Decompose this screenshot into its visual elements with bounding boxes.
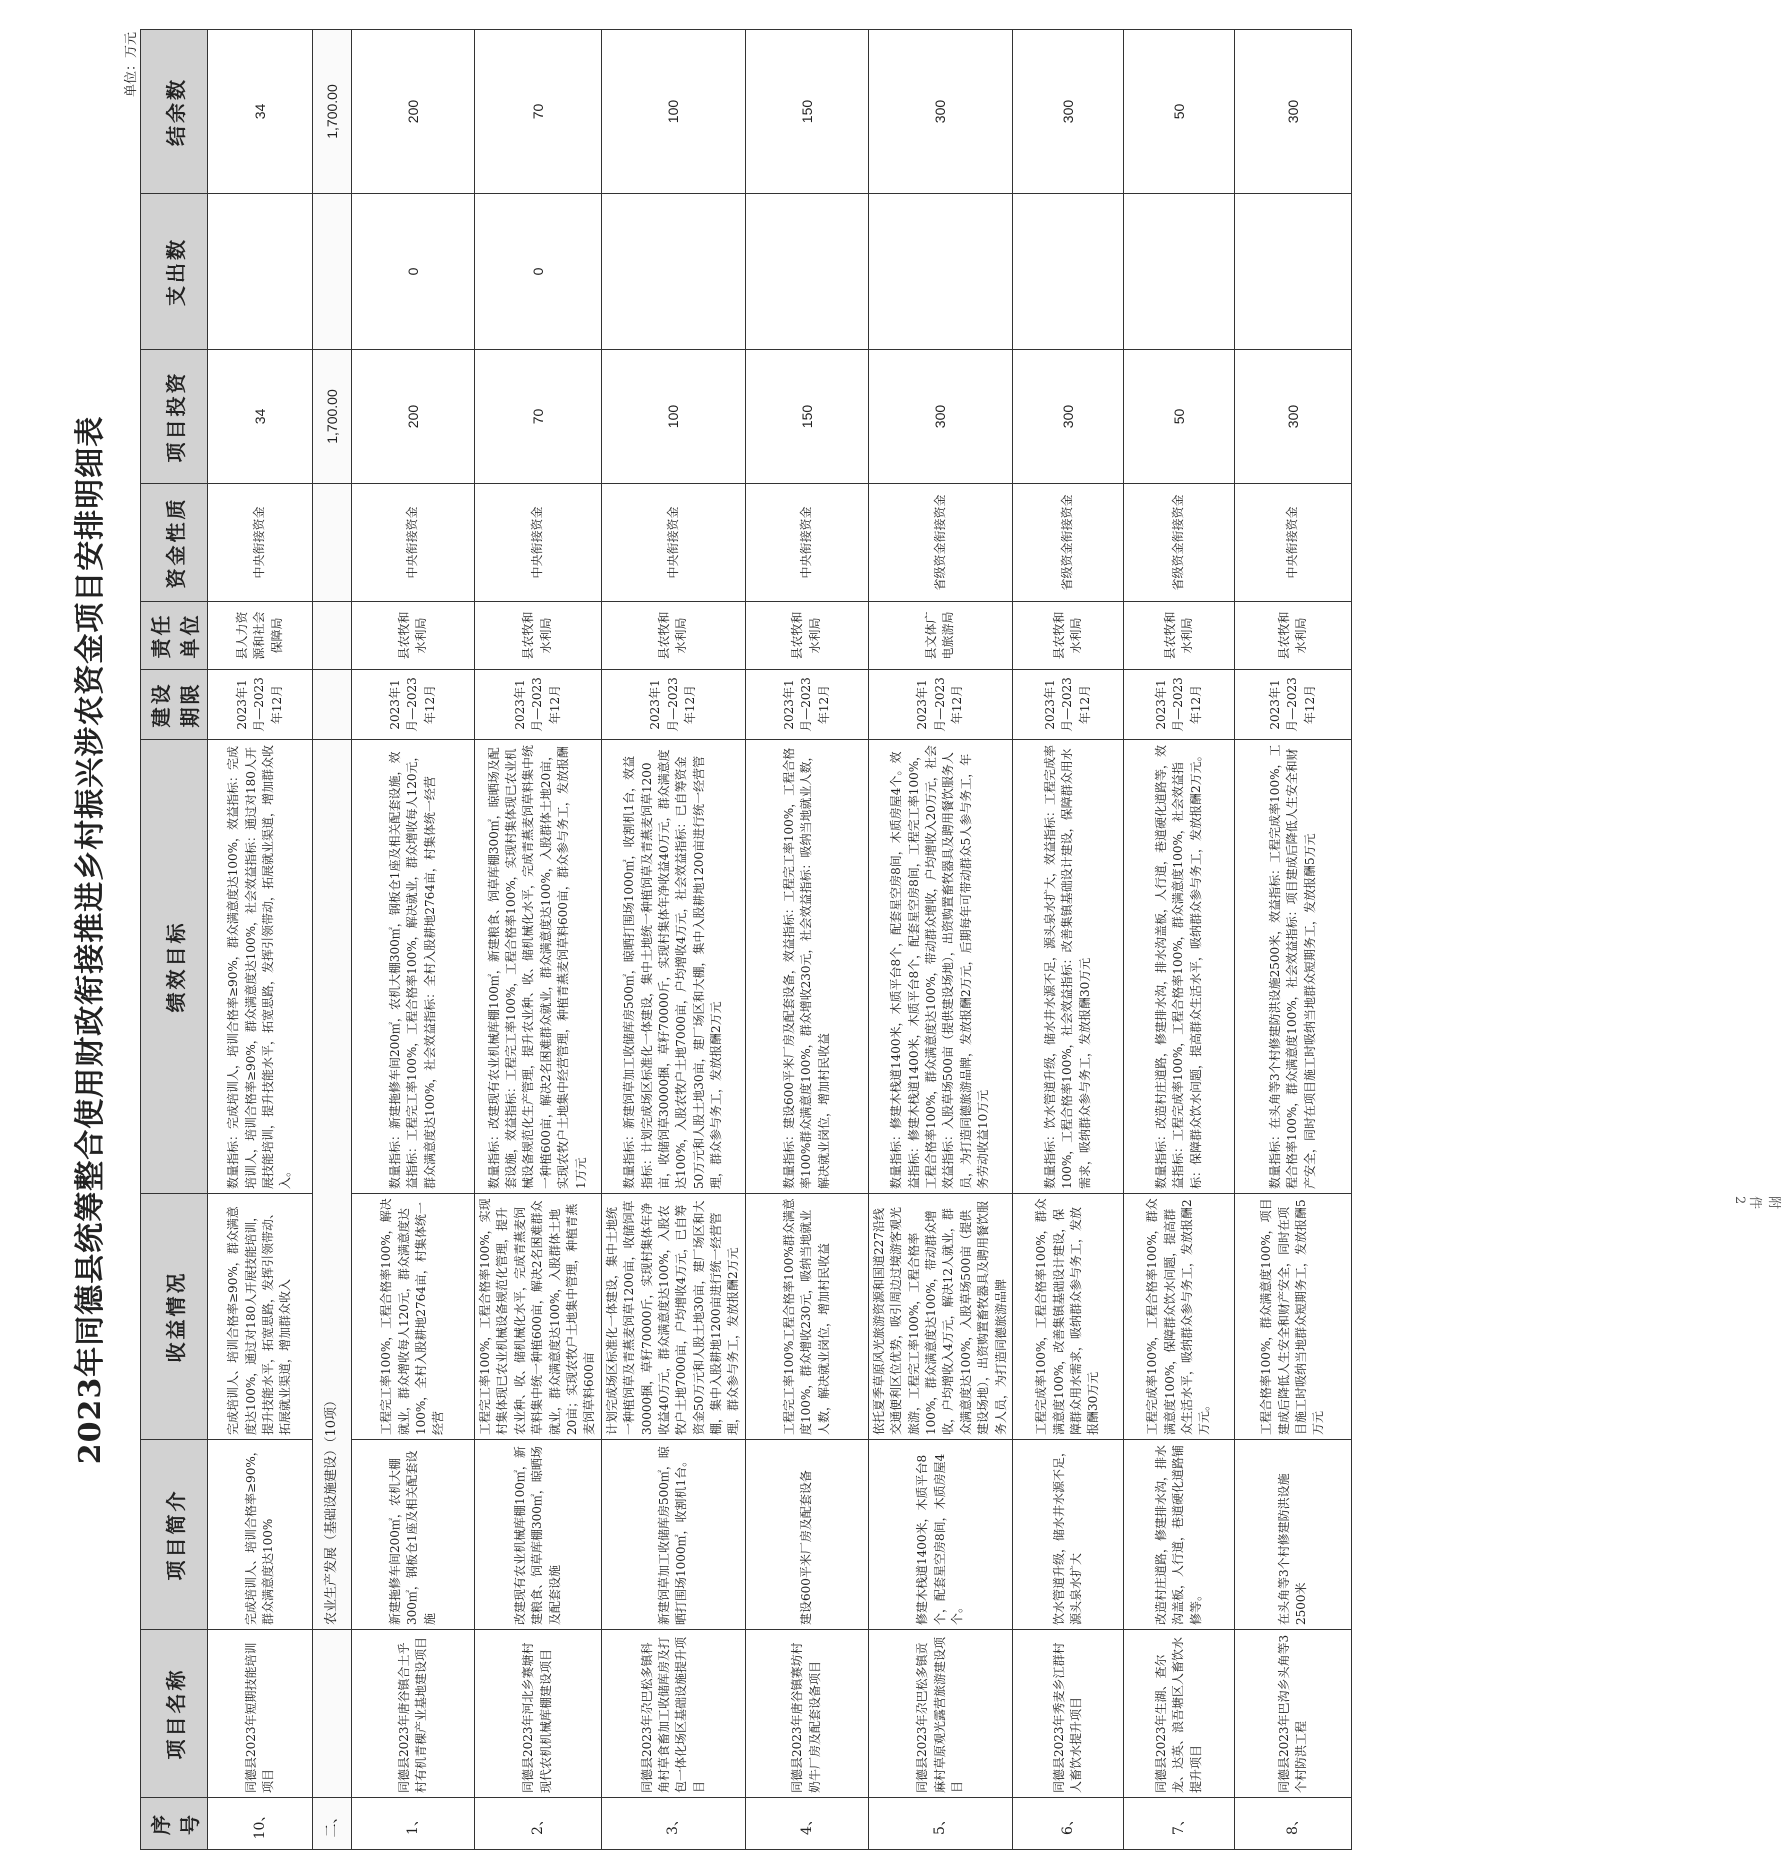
table-row bbox=[745, 30, 868, 1850]
row-spent bbox=[745, 194, 868, 350]
section-name bbox=[313, 1630, 352, 1798]
row-balance: 70 bbox=[475, 30, 602, 194]
table-row bbox=[1012, 30, 1123, 1850]
row-no: 2、 bbox=[475, 1798, 602, 1850]
table-row bbox=[475, 30, 602, 1850]
row-unit: 县农牧和水利局 bbox=[1234, 602, 1351, 670]
row-intro: 在头角等3个村修建防洪设施2500米 bbox=[1234, 1440, 1351, 1630]
row-target: 数量指标：新建饲草加工收储库房500㎡，晾晒打围场1000㎡，收割机1台，效益指标：计划完成场区标准化一体建设，集中土地统一种植饲草及青燕麦饲草1200亩，收储饲草30000捆，草籽70000斤，实现村集体年净收益40万元，群众满意度达100%，入股农牧户土地7000亩，户均增收4万元，社会效益指标：已自筹资金50万元和人股土地30亩，建厂场区和大棚，集中入股耕地1200亩进行统一经营管理，群众参与务工，发放报酬2万元 bbox=[601, 740, 745, 1194]
header-balance: 结余数 bbox=[141, 30, 208, 194]
section-label: 农业生产发展（基础设施建设）（10项） bbox=[313, 740, 352, 1630]
table-row bbox=[352, 30, 475, 1850]
row-fund: 中央衔接资金 bbox=[475, 484, 602, 602]
section-empty-unit bbox=[313, 602, 352, 670]
project-rows bbox=[352, 30, 1352, 1850]
unit-label: 单位：万元 bbox=[124, 32, 139, 98]
row-name: 同德县2023年秀麦乡江群村人畜饮水提升项目 bbox=[1012, 1630, 1123, 1798]
row-no: 6、 bbox=[1012, 1798, 1123, 1850]
rotated-document bbox=[56, 30, 1326, 1850]
row-target: 数量指标：改建现有农业机械库棚100㎡，新建粮食、饲草库棚300㎡，晾晒场及配套设施，效益指标：工程完工率100%，工程合格率100%，实现村集体现已农业机械设备规范化生产管理，提升农业种、收、储机械化水平，完成青燕麦饲草料集中统一种植600亩，解决2名困难群众就业，群众满意度达100%，入股群体土地20亩，实现农牧户土地集中经营管理，种植青燕麦饲草料600亩，群众参与务工，发放报酬1万元 bbox=[475, 740, 602, 1194]
header-name: 项目名称 bbox=[141, 1630, 208, 1798]
row-target: 数量指标：新建拖修车间200㎡，农机大棚300㎡，钢板仓1座及相关配套设施，效益指标：工程完工率100%，工程合格率100%，解决就业，群众增收每人120元，群众满意度达100%，社会效益指标：全村入股耕地2764亩，村集体统一经营 bbox=[352, 740, 475, 1194]
row-balance: 300 bbox=[1012, 30, 1123, 194]
row-benefit: 工程完工率100%，工程合格率100%，解决就业，群众增收每人120元，群众满意度达100%，全村入股耕地2764亩，村集体统一经营 bbox=[352, 1194, 475, 1440]
row-period: 2023年1月—2023年12月 bbox=[868, 670, 1012, 740]
row-no: 10、 bbox=[208, 1798, 313, 1850]
header-benefit: 收益情况 bbox=[141, 1194, 208, 1440]
row-target: 数量指标：修建木栈道1400米，木质平台8个，配套星空房8间，木质房屋4个。效益指标：修建木栈道1400米，木质平台8个，配套星空房8间，工程完工率100%，工程合格率100%，群众满意度达100%，带动群众增收，户均增收入20万元，社会效益指标：入股草场500亩（提供建设场地），出资购置畜牧器具及聘用餐饮服务人员，为打造同德旅游品牌，发放报酬2万元，后期每年可带动群众5人参与务工，年务劳动收益10万元 bbox=[868, 740, 1012, 1194]
row-balance: 200 bbox=[352, 30, 475, 194]
header-period: 建设期限 bbox=[141, 670, 208, 740]
row-target: 数量指标：建设600平米厂房及配套设备，效益指标：工程完工率100%，工程合格率100%群众满意度100%，群众增收230元，社会效益指标：吸纳当地就业人数，解决就业岗位，增加村民收益 bbox=[745, 740, 868, 1194]
row-benefit: 工程完工率100%工程合格率100%群众满意度100%，群众增收230元，吸纳当地就业人数，解决就业岗位，增加村民收益 bbox=[745, 1194, 868, 1440]
row-fund: 省级资金衔接资金 bbox=[1123, 484, 1234, 602]
table-row bbox=[1234, 30, 1351, 1850]
row-fund: 中央衔接资金 bbox=[601, 484, 745, 602]
row-spent bbox=[208, 194, 313, 350]
row-intro: 新建拖修车间200㎡，农机大棚300㎡，钢板仓1座及相关配套设施 bbox=[352, 1440, 475, 1630]
row-benefit: 完成培训人、培训合格率≥90%，群众满意度达100%，通过对180人开展技能培训，提升技能水平，拓宽思路，发挥引领带动、拓展就业渠道，增加群众收入 bbox=[208, 1194, 313, 1440]
row-spent bbox=[1012, 194, 1123, 350]
row-name: 同德县2023年尕巴松多镇贡麻村草原观光露营旅游建设项目 bbox=[868, 1630, 1012, 1798]
header-no: 序号 bbox=[141, 1798, 208, 1850]
row-no: 3、 bbox=[601, 1798, 745, 1850]
row-balance: 300 bbox=[1234, 30, 1351, 194]
row-spent bbox=[601, 194, 745, 350]
row-spent: 0 bbox=[475, 194, 602, 350]
row-spent bbox=[1234, 194, 1351, 350]
row-balance: 300 bbox=[868, 30, 1012, 194]
row-invest: 34 bbox=[208, 350, 313, 484]
row-intro: 建设600平米厂房及配套设备 bbox=[745, 1440, 868, 1630]
row-invest: 200 bbox=[352, 350, 475, 484]
header-intro: 项目简介 bbox=[141, 1440, 208, 1630]
row-target: 数量指标：改造村庄道路，修建排水沟，排水沟盖板，人行道，巷道硬化道路等，效益指标：工程完成率100%，工程合格率100%，群众满意度100%，社会效益指标：保障群众饮水问题，提高群众生活水平，吸纳群众参与务工，发放报酬2万元。 bbox=[1123, 740, 1234, 1194]
row-name: 同德县2023年短期技能培训项目 bbox=[208, 1630, 313, 1798]
row-unit: 县文体广电旅游局 bbox=[868, 602, 1012, 670]
attachment-label: 附件2 bbox=[1732, 1196, 1781, 1210]
row-invest: 50 bbox=[1123, 350, 1234, 484]
row-intro: 修建木栈道1400米，木质平台8个，配套星空房8间，木质房屋4个。 bbox=[868, 1440, 1012, 1630]
row-benefit: 工程完成率100%，工程合格率100%，群众满意度100%，保障群众饮水问题，提高群众生活水平，吸纳群众参与务工，发放报酬2万元。 bbox=[1123, 1194, 1234, 1440]
section-no: 二、 bbox=[313, 1798, 352, 1850]
row-invest: 70 bbox=[475, 350, 602, 484]
header-invest: 项目投资 bbox=[141, 350, 208, 484]
row-invest: 300 bbox=[1012, 350, 1123, 484]
table-row bbox=[208, 30, 313, 1850]
row-unit: 县农牧和水利局 bbox=[352, 602, 475, 670]
row-intro: 改建现有农业机械库棚100㎡，新建粮食、饲草库棚300㎡，晾晒场及配套设施 bbox=[475, 1440, 602, 1630]
row-balance: 50 bbox=[1123, 30, 1234, 194]
row-no: 8、 bbox=[1234, 1798, 1351, 1850]
row-target: 数量指标：完成培训人，培训合格率≥90%，群众满意度达100%，效益指标：完成培训人，培训合格率≥90%，群众满意度达100%，社会效益指标：通过对180人开展技能培训，提升技能水平，拓宽思路，发挥引领带动，拓展就业渠道，增加群众收入。 bbox=[208, 740, 313, 1194]
row-target: 数量指标：饮水管道升级，储水井水源不足，源头泉水扩大，效益指标：工程完成率100%，工程合格率100%，社会效益指标：改善集镇基础设计建设，保障群众用水需求，吸纳群众参与务工，发放报酬30万元 bbox=[1012, 740, 1123, 1194]
header-spent: 支出数 bbox=[141, 194, 208, 350]
row-target: 数量指标：在头角等3个村修建防洪设施2500米，效益指标：工程完成率100%，工程合格率100%，群众满意度100%，社会效益指标：项目建成后降低人生安全和财产安全，同时在项目施工时吸纳当地群众短期务工，发放报酬5万元 bbox=[1234, 740, 1351, 1194]
row-spent: 0 bbox=[352, 194, 475, 350]
header-target: 绩效目标 bbox=[141, 740, 208, 1194]
section-empty-period bbox=[313, 670, 352, 740]
row-unit: 县农牧和水利局 bbox=[745, 602, 868, 670]
row-spent bbox=[1123, 194, 1234, 350]
table-row bbox=[601, 30, 745, 1850]
row-invest: 300 bbox=[868, 350, 1012, 484]
table-row bbox=[1123, 30, 1234, 1850]
row-fund: 省级资金衔接资金 bbox=[868, 484, 1012, 602]
row-period: 2023年1月—2023年12月 bbox=[1123, 670, 1234, 740]
row-invest: 100 bbox=[601, 350, 745, 484]
row-name: 同德县2023年巴沟乡头角等3个村防洪工程 bbox=[1234, 1630, 1351, 1798]
row-intro: 饮水管道升级，储水井水源不足，源头泉水扩大 bbox=[1012, 1440, 1123, 1630]
project-table bbox=[140, 29, 1352, 1850]
row-name: 同德县2023年唐谷镇合土乎村有机青稞产业基地建设项目 bbox=[352, 1630, 475, 1798]
section-invest: 1,700.00 bbox=[313, 350, 352, 484]
row-benefit: 工程合格率100%，群众满意度100%，项目建成后降低人生安全和财产安全，同时在项目施工时吸纳当地群众短期务工，发放报酬5万元 bbox=[1234, 1194, 1351, 1440]
header-row bbox=[141, 30, 208, 1850]
row-fund: 省级资金衔接资金 bbox=[1012, 484, 1123, 602]
header-unit: 责任单位 bbox=[141, 602, 208, 670]
row-unit: 县人力资源和社会保障局 bbox=[208, 602, 313, 670]
row-balance: 100 bbox=[601, 30, 745, 194]
row-benefit: 工程完成率100%，工程合格率100%，群众满意度100%，改善集镇基础设计建设，保障群众用水需求，吸纳群众参与务工，发放报酬30万元 bbox=[1012, 1194, 1123, 1440]
row-no: 7、 bbox=[1123, 1798, 1234, 1850]
row-period: 2023年1月—2023年12月 bbox=[1012, 670, 1123, 740]
row-invest: 300 bbox=[1234, 350, 1351, 484]
row-balance: 150 bbox=[745, 30, 868, 194]
section-balance: 1,700.00 bbox=[313, 30, 352, 194]
row-fund: 中央衔接资金 bbox=[745, 484, 868, 602]
row-intro: 改造村庄道路，修建排水沟，排水沟盖板，人行道，巷道硬化道路铺修等。 bbox=[1123, 1440, 1234, 1630]
row-invest: 150 bbox=[745, 350, 868, 484]
section-empty-fund bbox=[313, 484, 352, 602]
row-no: 1、 bbox=[352, 1798, 475, 1850]
table-row bbox=[868, 30, 1012, 1850]
row-name: 同德县2023年河北乡赛塘村现代农机机械库棚建设项目 bbox=[475, 1630, 602, 1798]
row-unit: 县农牧和水利局 bbox=[475, 602, 602, 670]
row-period: 2023年1月—2023年12月 bbox=[352, 670, 475, 740]
section-row bbox=[313, 30, 352, 1850]
row-intro: 完成培训人、培训合格率≥90%，群众满意度达100% bbox=[208, 1440, 313, 1630]
row-no: 4、 bbox=[745, 1798, 868, 1850]
row-period: 2023年1月—2023年12月 bbox=[1234, 670, 1351, 740]
header-fund: 资金性质 bbox=[141, 484, 208, 602]
row-name: 同德县2023年尕巴松多镇科角村草食畜加工收储库房及打包一体化场区基础设施提升项目 bbox=[601, 1630, 745, 1798]
row-unit: 县农牧和水利局 bbox=[601, 602, 745, 670]
row-spent bbox=[868, 194, 1012, 350]
section-empty-spent bbox=[313, 194, 352, 350]
document-title: 2023年同德县统筹整合使用财政衔接推进乡村振兴涉农资金项目安排明细表 bbox=[73, 415, 108, 1465]
row-benefit: 依托夏季草原风光旅游资源和国道227沿线交通便利区位优势，吸引周边过境游客观光旅游，工程完工率100%，工程合格率100%，群众满意度达100%，带动群众增收，户均增收入4万元，解决12人就业，群众满意度达100%，入股草场500亩（提供建设场地），出资购置畜牧器具及聘用餐饮服务人员，为打造同德旅游品牌 bbox=[868, 1194, 1012, 1440]
row-unit: 县农牧和水利局 bbox=[1123, 602, 1234, 670]
row-balance: 34 bbox=[208, 30, 313, 194]
row-benefit: 计划完成场区标准化一体建设，集中土地统一种植饲草及青燕麦饲草1200亩，收储饲草30000捆，草籽70000斤，实现村集体年净收益40万元，群众满意度达100%，入股农牧户土地7000亩，户均增收4万元，已自筹资金50万元和人股土地30亩，建厂场区和大棚，集中入股耕地1200亩进行统一经营管理，群众参与务工，发放报酬2万元 bbox=[601, 1194, 745, 1440]
row-period: 2023年1月—2023年12月 bbox=[745, 670, 868, 740]
row-period: 2023年1月—2023年12月 bbox=[208, 670, 313, 740]
row-fund: 中央衔接资金 bbox=[1234, 484, 1351, 602]
row-period: 2023年1月—2023年12月 bbox=[475, 670, 602, 740]
row-name: 同德县2023年生湖、查尔龙、达英、浪吾塘区人畜饮水提升项目 bbox=[1123, 1630, 1234, 1798]
row-intro: 新建饲草加工收储库房500㎡，晾晒打围场1000㎡，收割机1台。 bbox=[601, 1440, 745, 1630]
row-period: 2023年1月—2023年12月 bbox=[601, 670, 745, 740]
row-no: 5、 bbox=[868, 1798, 1012, 1850]
row-fund: 中央衔接资金 bbox=[352, 484, 475, 602]
row-name: 同德县2023年唐谷镇赛坊村奶牛厂房及配套设备项目 bbox=[745, 1630, 868, 1798]
row-unit: 县农牧和水利局 bbox=[1012, 602, 1123, 670]
row-benefit: 工程完工率100%，工程合格率100%，实现村集体现已农业机械设备规范化管理，提升农业种、收、储机械化水平，完成青燕麦饲草料集中统一种植600亩，解决2名困难群众就业，群众满意度达100%，入股群体土地20亩；实现农牧户土地集中管理，种植青燕麦饲草料600亩 bbox=[475, 1194, 602, 1440]
row-fund: 中央衔接资金 bbox=[208, 484, 313, 602]
